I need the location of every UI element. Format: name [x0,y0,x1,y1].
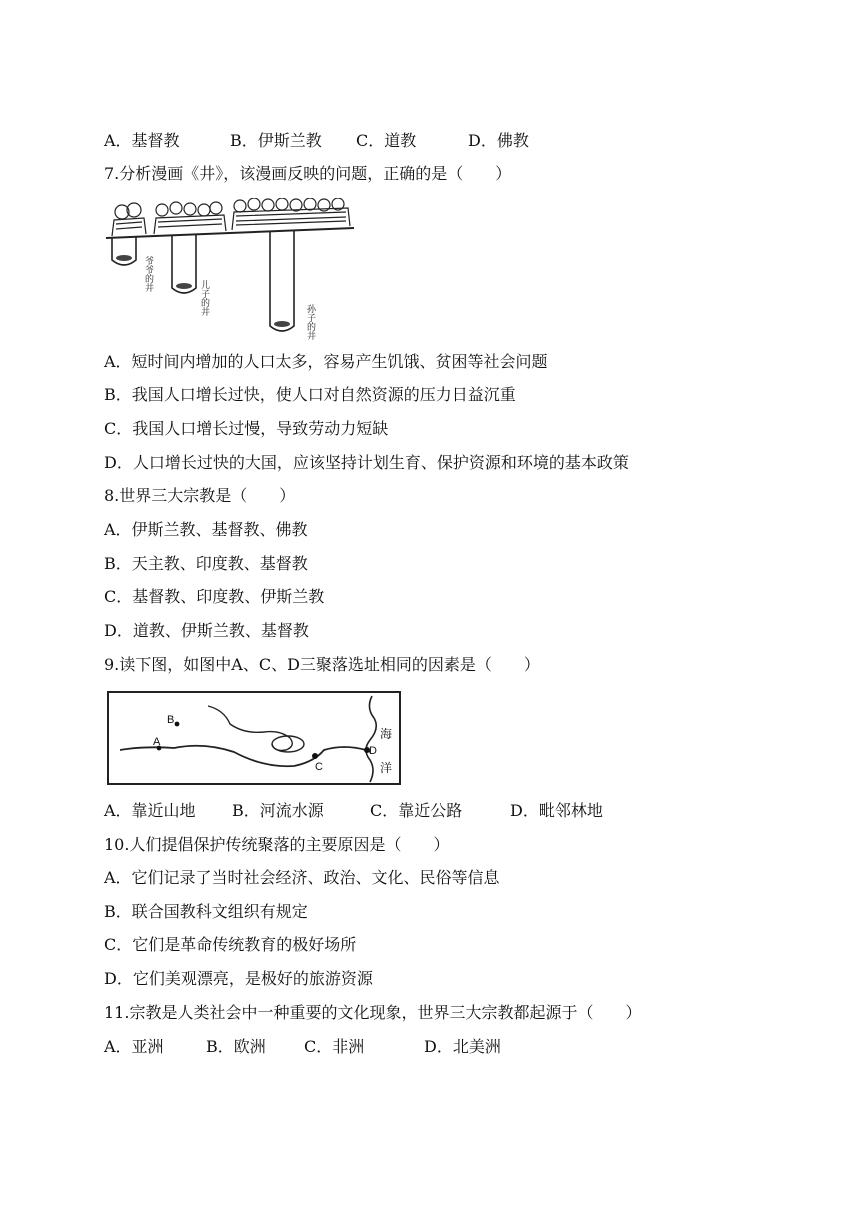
map-label-ocean: 洋 [380,761,393,775]
q6-option-d: D．佛教 [468,131,529,150]
q6-option-c: C．道教 [356,131,417,150]
q7-option-d: D．人口增长过快的大国，应该坚持计划生育、保护资源和环境的基本政策 [104,453,629,472]
q11-option-d: D．北美洲 [424,1037,501,1056]
q7-option-c: C．我国人口增长过慢，导致劳动力短缺 [104,419,389,438]
q8-stem: 8.世界三大宗教是（ ） [104,486,296,505]
q8-option-b: B．天主教、印度教、基督教 [104,554,308,573]
cartoon-label-grandpa: 爷爷的井 [143,256,153,292]
map-label-sea: 海 [380,727,393,741]
q8-option-c: C．基督教、印度教、伊斯兰教 [104,587,325,606]
q11-option-b: B．欧洲 [206,1037,266,1056]
q9-option-d: D．毗邻林地 [510,801,603,820]
q9-option-c: C．靠近公路 [370,801,463,820]
settlement-map [104,688,404,788]
cartoon-label-son: 儿子的井 [199,280,209,316]
q6-option-b: B．伊斯兰教 [230,131,322,150]
q10-option-b: B．联合国教科文组织有规定 [104,902,308,921]
q7-option-a: A．短时间内增加的人口太多，容易产生饥饿、贫困等社会问题 [104,352,548,371]
q6-option-a: A．基督教 [104,131,180,150]
map-label-b: B [167,714,175,726]
q7-option-b: B．我国人口增长过快，使人口对自然资源的压力日益沉重 [104,385,516,404]
map-label-a: A [153,736,161,748]
q11-option-c: C．非洲 [304,1037,365,1056]
q7-stem: 7.分析漫画《井》，该漫画反映的问题，正确的是（ ） [104,164,512,183]
q10-option-d: D．它们美观漂亮，是极好的旅游资源 [104,969,373,988]
map-label-c: C [315,761,323,773]
q8-option-a: A．伊斯兰教、基督教、佛教 [104,520,308,539]
q9-stem: 9.读下图，如图中A、C、D三聚落选址相同的因素是（ ） [104,655,540,674]
q10-stem: 10.人们提倡保护传统聚落的主要原因是（ ） [104,835,450,854]
q8-option-d: D．道教、伊斯兰教、基督教 [104,621,309,640]
well-cartoon [104,198,356,340]
q9-option-a: A．靠近山地 [104,801,196,820]
q10-option-c: C．它们是革命传统教育的极好场所 [104,935,357,954]
q11-option-a: A．亚洲 [104,1037,164,1056]
q10-option-a: A．它们记录了当时社会经济、政治、文化、民俗等信息 [104,868,500,887]
q11-stem: 11.宗教是人类社会中一种重要的文化现象，世界三大宗教都起源于（ ） [104,1003,642,1022]
cartoon-label-grandson: 孙子的井 [305,304,315,340]
q9-option-b: B．河流水源 [232,801,324,820]
map-label-d: D [369,745,377,757]
